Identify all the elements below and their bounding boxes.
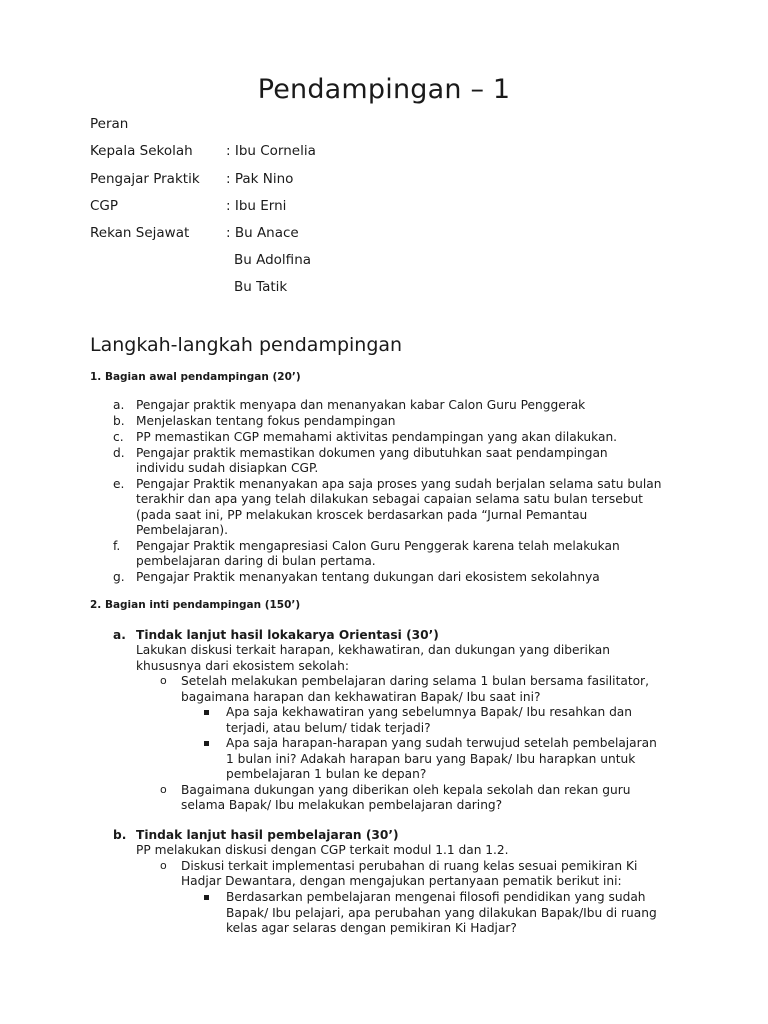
circle-bullet-icon: o <box>160 859 167 872</box>
section-heading: Langkah-langkah pendampingan <box>90 334 403 356</box>
subsection-b-title: Tindak lanjut hasil pembelajaran (30’) <box>136 828 399 842</box>
list-item-text: Pengajar Praktik mengapresiasi Calon Guru Penggerak karena telah melakukan <box>136 539 620 553</box>
role-value: Bu Adolfina <box>234 252 312 268</box>
list-item-text: khususnya dari ekosistem sekolah: <box>136 659 349 673</box>
list-item-text: 1 bulan ini? Adakah harapan baru yang Bapak/ Ibu harapkan untuk <box>226 752 636 766</box>
list-marker: a. <box>113 398 125 412</box>
role-value: : Pak Nino <box>226 171 294 187</box>
list-item-text: pembelajaran 1 bulan ke depan? <box>226 767 427 781</box>
list-marker: b. <box>113 828 127 842</box>
list-item-text: Pembelajaran). <box>136 523 229 537</box>
section-2-title: 2. Bagian inti pendampingan (150’) <box>90 599 301 611</box>
roles-header: Peran <box>90 116 129 132</box>
subsection-a-title: Tindak lanjut hasil lokakarya Orientasi (30’) <box>136 628 439 642</box>
list-item-text: PP memastikan CGP memahami aktivitas pendampingan yang akan dilakukan. <box>136 430 618 444</box>
list-item-text: Pengajar Praktik menanyakan tentang dukungan dari ekosistem sekolahnya <box>136 570 600 584</box>
list-item-text: Pengajar Praktik menanyakan apa saja proses yang sudah berjalan selama satu bulan <box>136 477 662 491</box>
list-marker: c. <box>113 430 124 444</box>
list-item-text: (pada saat ini, PP melakukan kroscek berdasarkan pada “Jurnal Pemantau <box>136 508 588 522</box>
page-title: Pendampingan – 1 <box>257 74 511 105</box>
list-item-text: Hadjar Dewantara, dengan mengajukan pertanyaan pematik berikut ini: <box>181 874 622 888</box>
list-item-text: bagaimana harapan dan kekhawatiran Bapak/ Ibu saat ini? <box>181 690 541 704</box>
list-item-text: Setelah melakukan pembelajaran daring selama 1 bulan bersama fasilitator, <box>181 674 649 688</box>
list-item-text: terakhir dan apa yang telah dilakukan sebagai capaian selama satu bulan tersebut <box>136 492 643 506</box>
list-item-text: PP melakukan diskusi dengan CGP terkait modul 1.1 dan 1.2. <box>136 843 509 857</box>
list-marker: e. <box>113 477 125 491</box>
list-marker: f. <box>113 539 121 553</box>
list-item-text: Lakukan diskusi terkait harapan, kekhawatiran, dan dukungan yang diberikan <box>136 643 610 657</box>
list-item-text: Pengajar praktik menyapa dan menanyakan kabar Calon Guru Penggerak <box>136 398 586 412</box>
square-bullet-icon <box>204 741 209 746</box>
role-label: Rekan Sejawat <box>90 225 190 241</box>
square-bullet-icon <box>204 710 209 715</box>
list-marker: g. <box>113 570 125 584</box>
list-marker: b. <box>113 414 125 428</box>
list-item-text: individu sudah disiapkan CGP. <box>136 461 319 475</box>
role-value: : Ibu Cornelia <box>226 143 316 159</box>
list-item-text: Pengajar praktik memastikan dokumen yang dibutuhkan saat pendampingan <box>136 446 608 460</box>
role-label: Kepala Sekolah <box>90 143 193 159</box>
list-item-text: Apa saja kekhawatiran yang sebelumnya Bapak/ Ibu resahkan dan <box>226 705 632 719</box>
role-value: : Ibu Erni <box>226 198 287 214</box>
circle-bullet-icon: o <box>160 674 167 687</box>
role-label: CGP <box>90 198 119 214</box>
list-item-text: terjadi, atau belum/ tidak terjadi? <box>226 721 431 735</box>
list-item-text: pembelajaran daring di bulan pertama. <box>136 554 376 568</box>
list-marker: a. <box>113 628 126 642</box>
list-item-text: Menjelaskan tentang fokus pendampingan <box>136 414 396 428</box>
list-item-text: Bagaimana dukungan yang diberikan oleh kepala sekolah dan rekan guru <box>181 783 631 797</box>
role-value: : Bu Anace <box>226 225 299 241</box>
role-label: Pengajar Praktik <box>90 171 200 187</box>
list-item-text: kelas agar selaras dengan pemikiran Ki Hadjar? <box>226 921 517 935</box>
section-1-title: 1. Bagian awal pendampingan (20’) <box>90 371 301 383</box>
square-bullet-icon <box>204 895 209 900</box>
list-marker: d. <box>113 446 125 460</box>
circle-bullet-icon: o <box>160 783 167 796</box>
list-item-text: Berdasarkan pembelajaran mengenai filosofi pendidikan yang sudah <box>226 890 646 904</box>
role-value: Bu Tatik <box>234 279 288 295</box>
list-item-text: Bapak/ Ibu pelajari, apa perubahan yang dilakukan Bapak/Ibu di ruang <box>226 906 657 920</box>
list-item-text: Diskusi terkait implementasi perubahan di ruang kelas sesuai pemikiran Ki <box>181 859 638 873</box>
list-item-text: selama Bapak/ Ibu melakukan pembelajaran daring? <box>181 798 503 812</box>
list-item-text: Apa saja harapan-harapan yang sudah terwujud setelah pembelajaran <box>226 736 657 750</box>
